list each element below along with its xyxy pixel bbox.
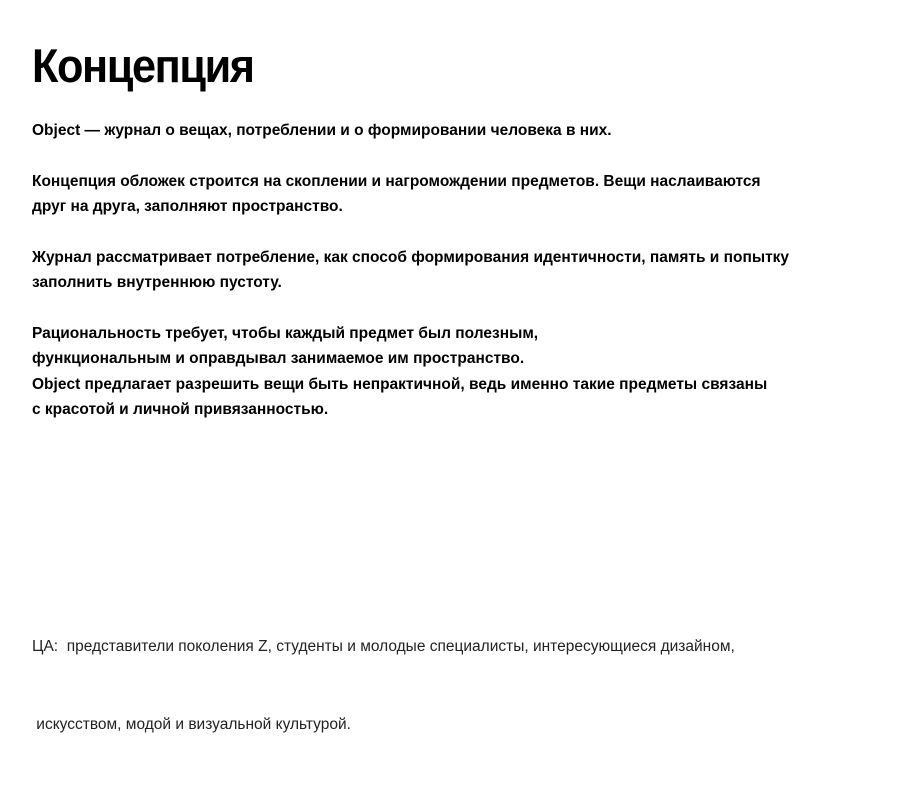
audience-line: ЦА: представители поколения Z, студенты и молодые специалисты, интересующиеся дизайном, [32, 638, 735, 655]
paragraph-line: заполнить внутреннюю пустоту. [32, 274, 282, 291]
paragraph-covers [32, 169, 892, 220]
paragraph-line: функциональным и оправдывал занимаемое им пространство. [32, 350, 525, 367]
paragraph-line: Журнал рассматривает потребление, как способ формирования идентичности, память и попытку [32, 248, 790, 266]
paragraph-rationality [32, 321, 892, 423]
paragraph-line: друг на друга, заполняют пространство. [32, 198, 343, 215]
concept-body [32, 118, 892, 448]
audience-line: искусством, модой и визуальной культурой. [32, 716, 351, 733]
paragraph-line: Object предлагает разрешить вещи быть непрактичной, ведь именно такие предметы связаны [32, 375, 768, 393]
paragraph-line: с красотой и личной привязанностью. [32, 401, 329, 418]
paragraph-line: Object — журнал о вещах, потреблении и о формировании человека в них. [32, 122, 612, 139]
paragraph-line: Рациональность требует, чтобы каждый предмет был полезным, [32, 324, 539, 342]
paragraph-intro [32, 118, 892, 144]
target-audience [32, 582, 892, 790]
slide-title: Концепция [32, 39, 254, 92]
paragraph-line: Концепция обложек строится на скоплении и нагромождении предметов. Вещи наслаиваются [32, 172, 761, 190]
paragraph-consumption [32, 245, 892, 296]
